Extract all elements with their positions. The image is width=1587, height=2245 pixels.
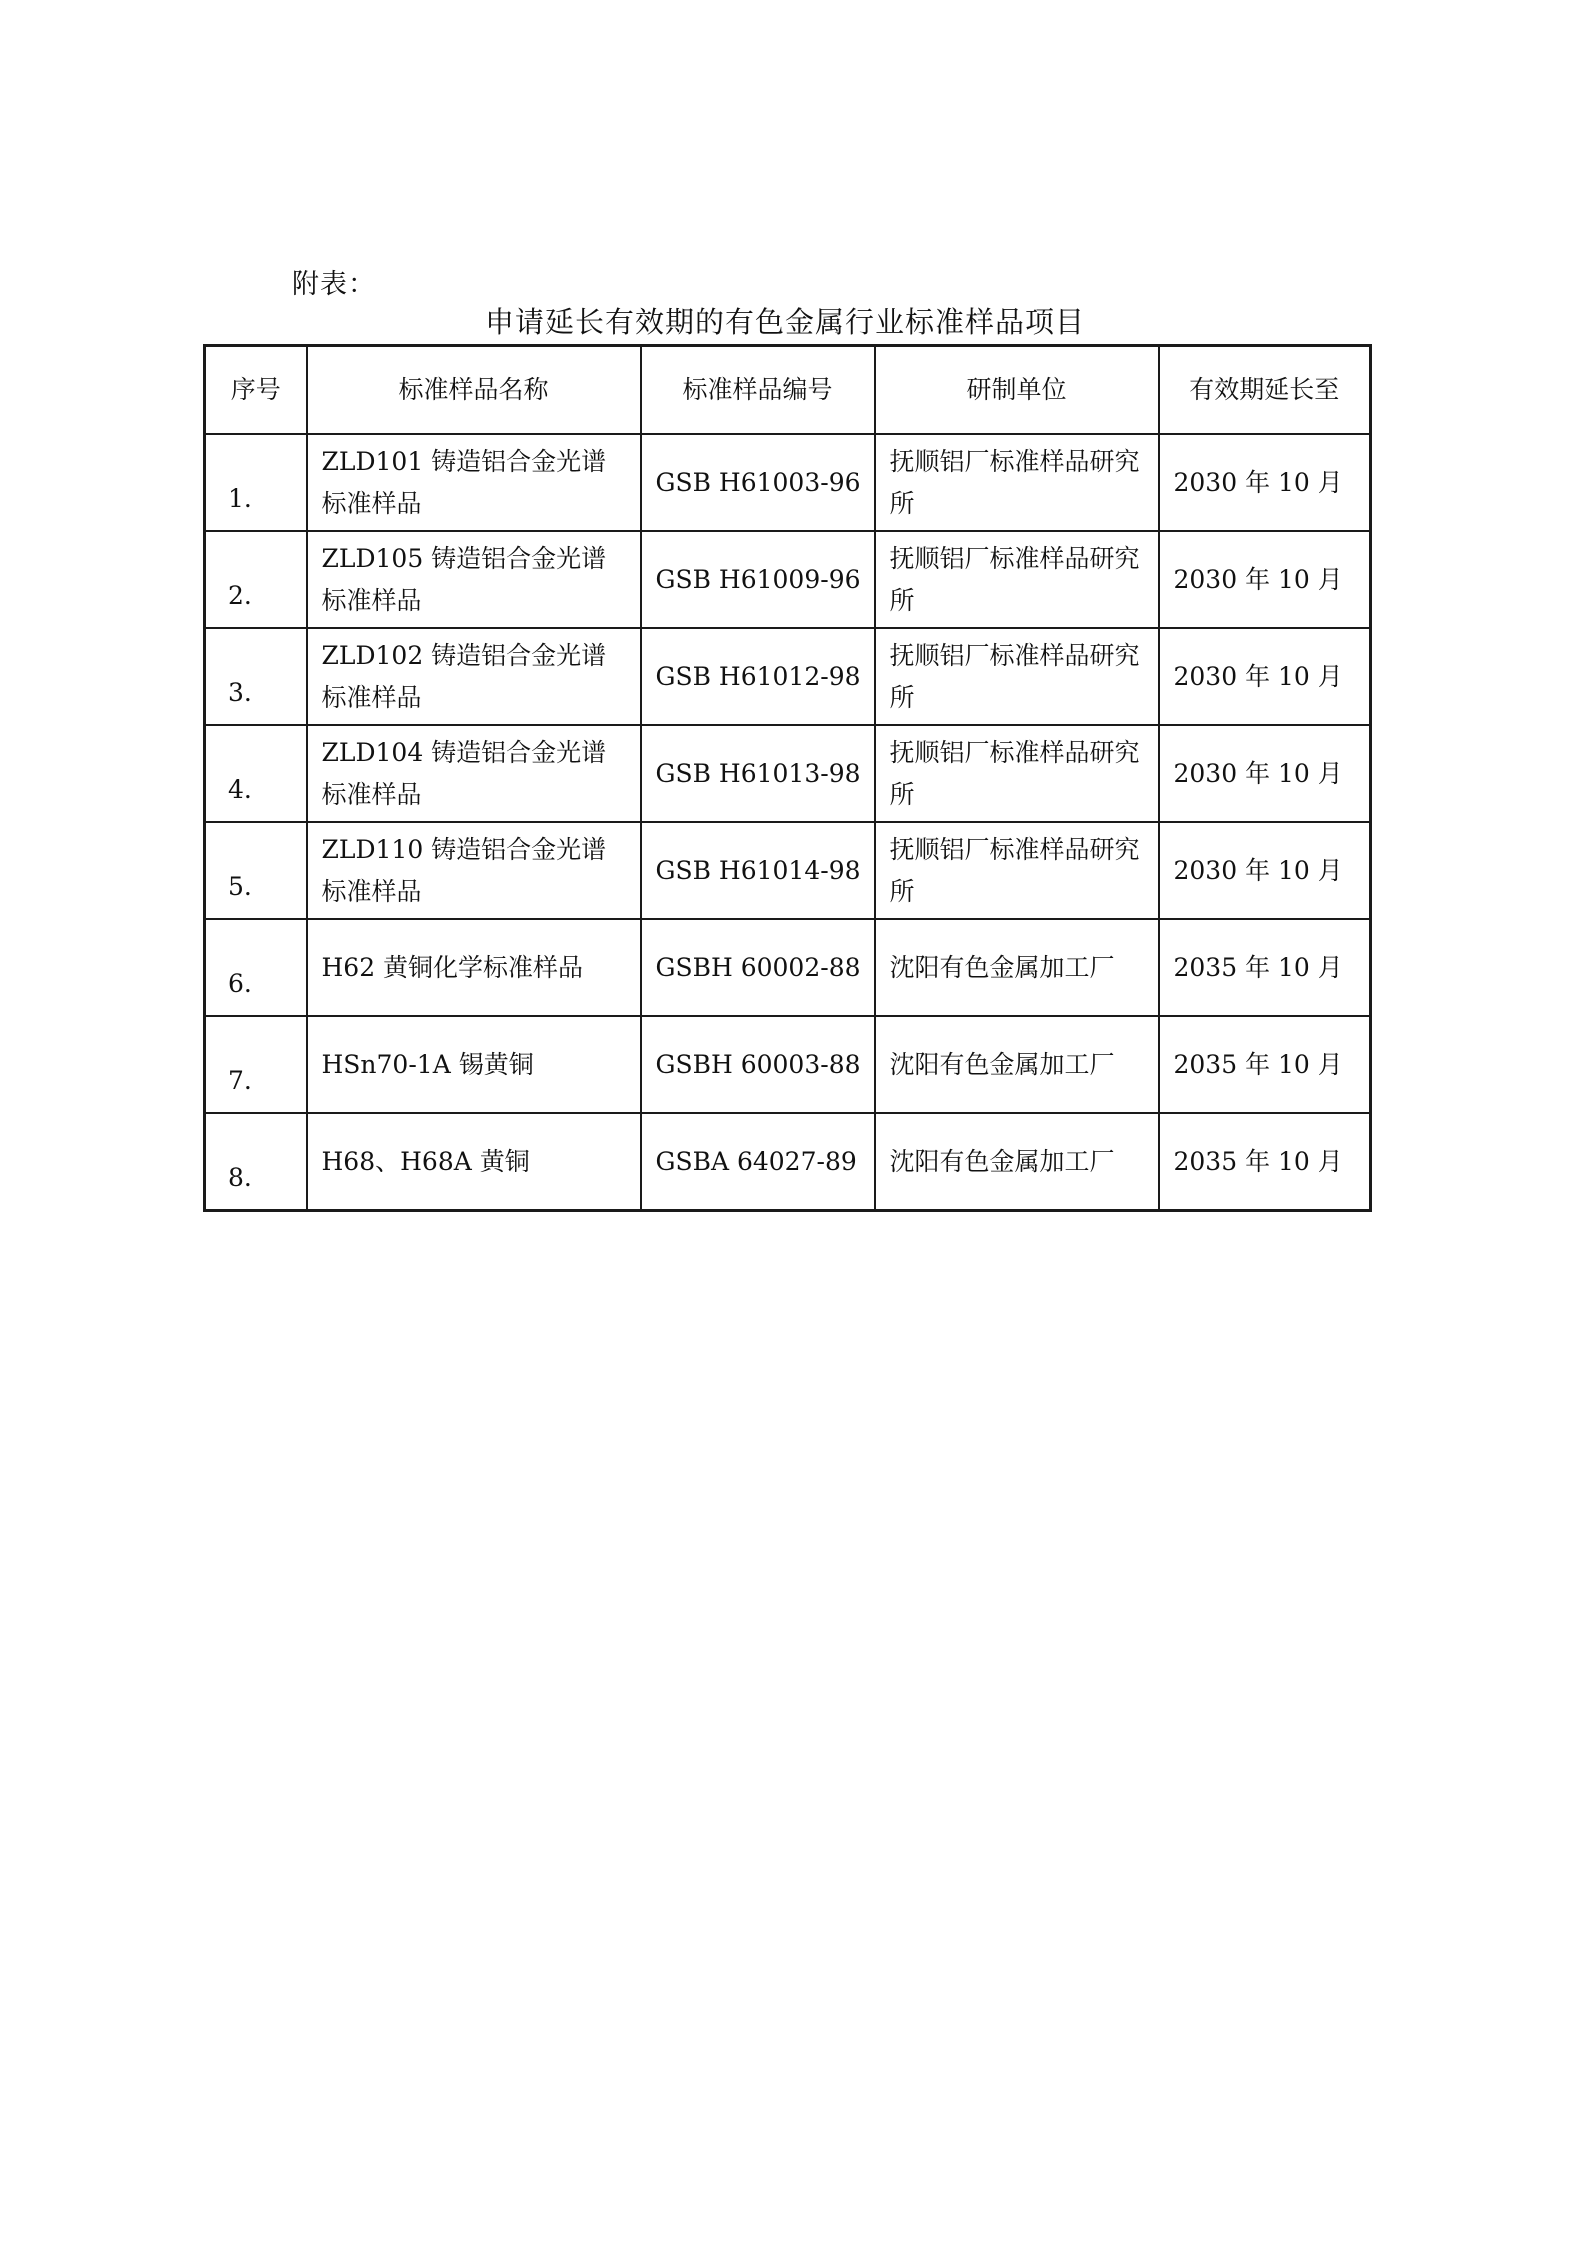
table-row xyxy=(205,1113,1371,1211)
header-valid-until: 有效期延长至 xyxy=(1159,346,1371,435)
appendix-label: 附表： xyxy=(292,269,376,300)
table-header xyxy=(205,346,1371,435)
row-no: 2. xyxy=(205,531,307,628)
table-row xyxy=(205,1016,1371,1113)
row-code: GSB H61003-96 xyxy=(641,434,875,531)
row-unit: 沈阳有色金属加工厂 xyxy=(875,1016,1159,1113)
row-name: H62 黄铜化学标准样品 xyxy=(307,919,641,1016)
row-valid-until: 2030 年 10 月 xyxy=(1159,822,1371,919)
table-row xyxy=(205,434,1371,531)
header-code: 标准样品编号 xyxy=(641,346,875,435)
row-no: 8. xyxy=(205,1113,307,1211)
table-title: 申请延长有效期的有色金属行业标准样品项目 xyxy=(484,305,1085,339)
table-row xyxy=(205,531,1371,628)
row-no: 5. xyxy=(205,822,307,919)
row-code: GSB H61009-96 xyxy=(641,531,875,628)
row-no: 1. xyxy=(205,434,307,531)
row-name: ZLD102 铸造铝合金光谱标准样品 xyxy=(307,628,641,725)
row-name: ZLD104 铸造铝合金光谱标准样品 xyxy=(307,725,641,822)
row-name: ZLD110 铸造铝合金光谱标准样品 xyxy=(307,822,641,919)
header-no: 序号 xyxy=(205,346,307,435)
row-name: ZLD105 铸造铝合金光谱标准样品 xyxy=(307,531,641,628)
header-name: 标准样品名称 xyxy=(307,346,641,435)
row-code: GSB H61013-98 xyxy=(641,725,875,822)
row-valid-until: 2035 年 10 月 xyxy=(1159,919,1371,1016)
row-valid-until: 2030 年 10 月 xyxy=(1159,531,1371,628)
row-unit: 抚顺铝厂标准样品研究所 xyxy=(875,531,1159,628)
header-row xyxy=(205,346,1371,435)
row-no: 3. xyxy=(205,628,307,725)
table-row xyxy=(205,628,1371,725)
row-no: 7. xyxy=(205,1016,307,1113)
standard-samples-table xyxy=(203,344,1372,1212)
row-valid-until: 2035 年 10 月 xyxy=(1159,1016,1371,1113)
table-row xyxy=(205,725,1371,822)
table-row xyxy=(205,822,1371,919)
row-valid-until: 2030 年 10 月 xyxy=(1159,434,1371,531)
row-unit: 沈阳有色金属加工厂 xyxy=(875,919,1159,1016)
row-unit: 抚顺铝厂标准样品研究所 xyxy=(875,628,1159,725)
row-code: GSB H61012-98 xyxy=(641,628,875,725)
row-name: ZLD101 铸造铝合金光谱标准样品 xyxy=(307,434,641,531)
row-no: 4. xyxy=(205,725,307,822)
row-name: H68、H68A 黄铜 xyxy=(307,1113,641,1211)
row-valid-until: 2030 年 10 月 xyxy=(1159,725,1371,822)
table-body xyxy=(205,434,1371,1211)
row-code: GSBH 60002-88 xyxy=(641,919,875,1016)
row-unit: 抚顺铝厂标准样品研究所 xyxy=(875,434,1159,531)
row-code: GSBA 64027-89 xyxy=(641,1113,875,1211)
header-unit: 研制单位 xyxy=(875,346,1159,435)
row-valid-until: 2030 年 10 月 xyxy=(1159,628,1371,725)
row-code: GSB H61014-98 xyxy=(641,822,875,919)
row-code: GSBH 60003-88 xyxy=(641,1016,875,1113)
row-name: HSn70-1A 锡黄铜 xyxy=(307,1016,641,1113)
table-row xyxy=(205,919,1371,1016)
row-unit: 抚顺铝厂标准样品研究所 xyxy=(875,725,1159,822)
row-valid-until: 2035 年 10 月 xyxy=(1159,1113,1371,1211)
row-unit: 抚顺铝厂标准样品研究所 xyxy=(875,822,1159,919)
row-no: 6. xyxy=(205,919,307,1016)
row-unit: 沈阳有色金属加工厂 xyxy=(875,1113,1159,1211)
